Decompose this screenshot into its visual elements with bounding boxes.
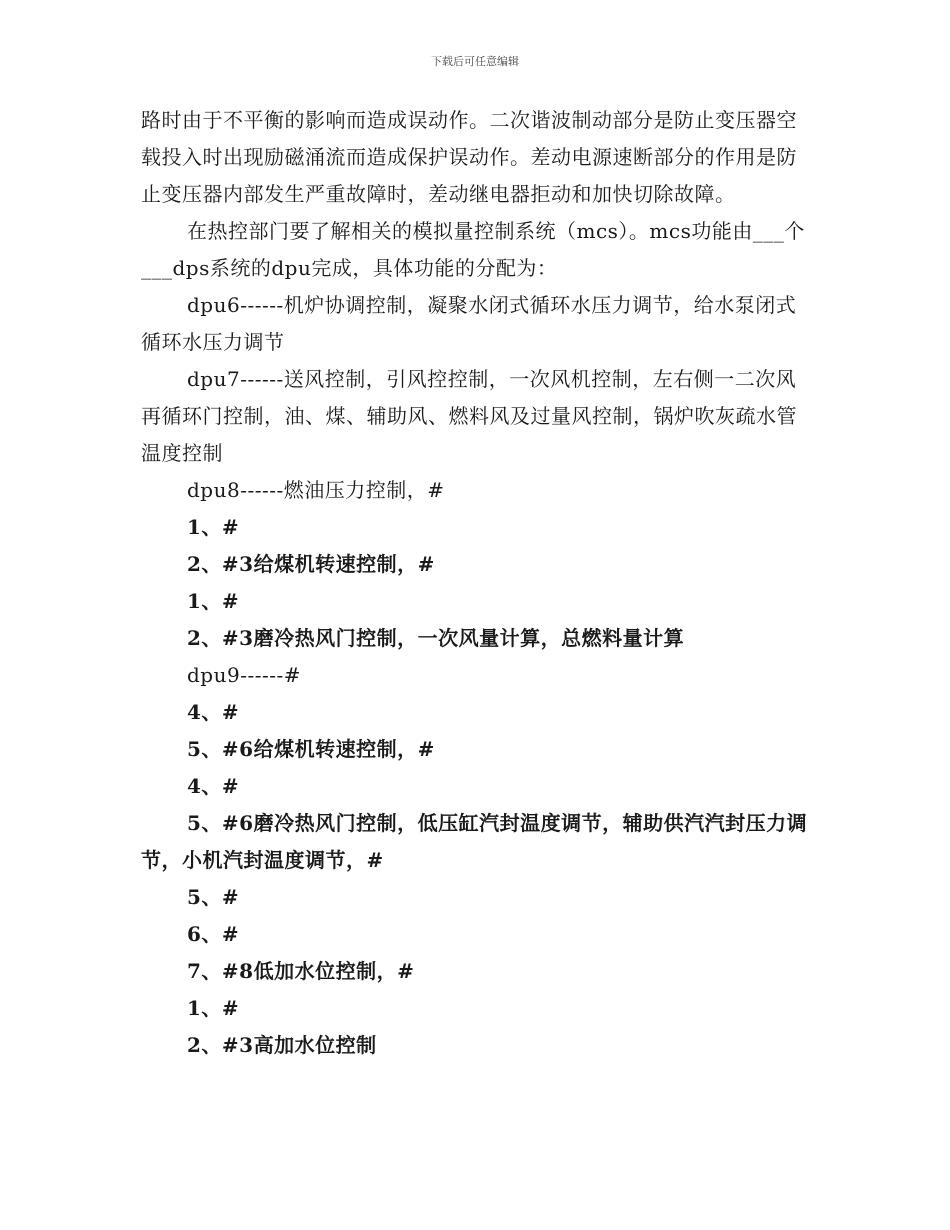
- document-body: [141, 102, 811, 1064]
- paragraph-dpu8: dpu8------燃油压力控制，#: [187, 478, 445, 502]
- list-item: 6、#: [187, 922, 240, 946]
- paragraph-mcs-intro: 在热控部门要了解相关的模拟量控制系统（mcs）。mcs功能由___个___dps系统的dpu完成，具体功能的分配为：: [141, 219, 805, 280]
- list-item: 2、#3磨冷热风门控制，一次风量计算，总燃料量计算: [187, 626, 685, 650]
- page-header: 下载后可任意编辑: [431, 55, 519, 68]
- list-item: 1、#: [187, 515, 240, 539]
- paragraph-dpu6: dpu6------机炉协调控制，凝聚水闭式循环水压力调节，给水泵闭式循环水压力调节: [141, 293, 797, 354]
- paragraph-dpu7: dpu7------送风控制，引风控控制，一次风机控制，左右侧一二次风再循环门控制，油、煤、辅助风、燃料风及过量风控制，锅炉吹灰疏水管温度控制: [141, 367, 797, 465]
- list-item: 5、#6磨冷热风门控制，低压缸汽封温度调节，辅助供汽汽封压力调节，小机汽封温度调节，#: [141, 811, 808, 872]
- list-item: 5、#: [187, 885, 240, 909]
- list-item: 4、#: [187, 700, 240, 724]
- list-item: 1、#: [187, 996, 240, 1020]
- list-item: 1、#: [187, 589, 240, 613]
- list-item: 4、#: [187, 774, 240, 798]
- paragraph-dpu9: dpu9------#: [187, 663, 302, 687]
- list-item: 5、#6给煤机转速控制，#: [187, 737, 435, 761]
- list-item: 2、#3给煤机转速控制，#: [187, 552, 435, 576]
- list-item: 2、#3高加水位控制: [187, 1033, 377, 1057]
- paragraph-continuation: 路时由于不平衡的影响而造成误动作。二次谐波制动部分是防止变压器空载投入时出现励磁涌流而造成保护误动作。差动电源速断部分的作用是防止变压器内部发生严重故障时，差动继电器拒动和加快切除故障。: [141, 108, 797, 206]
- list-item: 7、#8低加水位控制，#: [187, 959, 415, 983]
